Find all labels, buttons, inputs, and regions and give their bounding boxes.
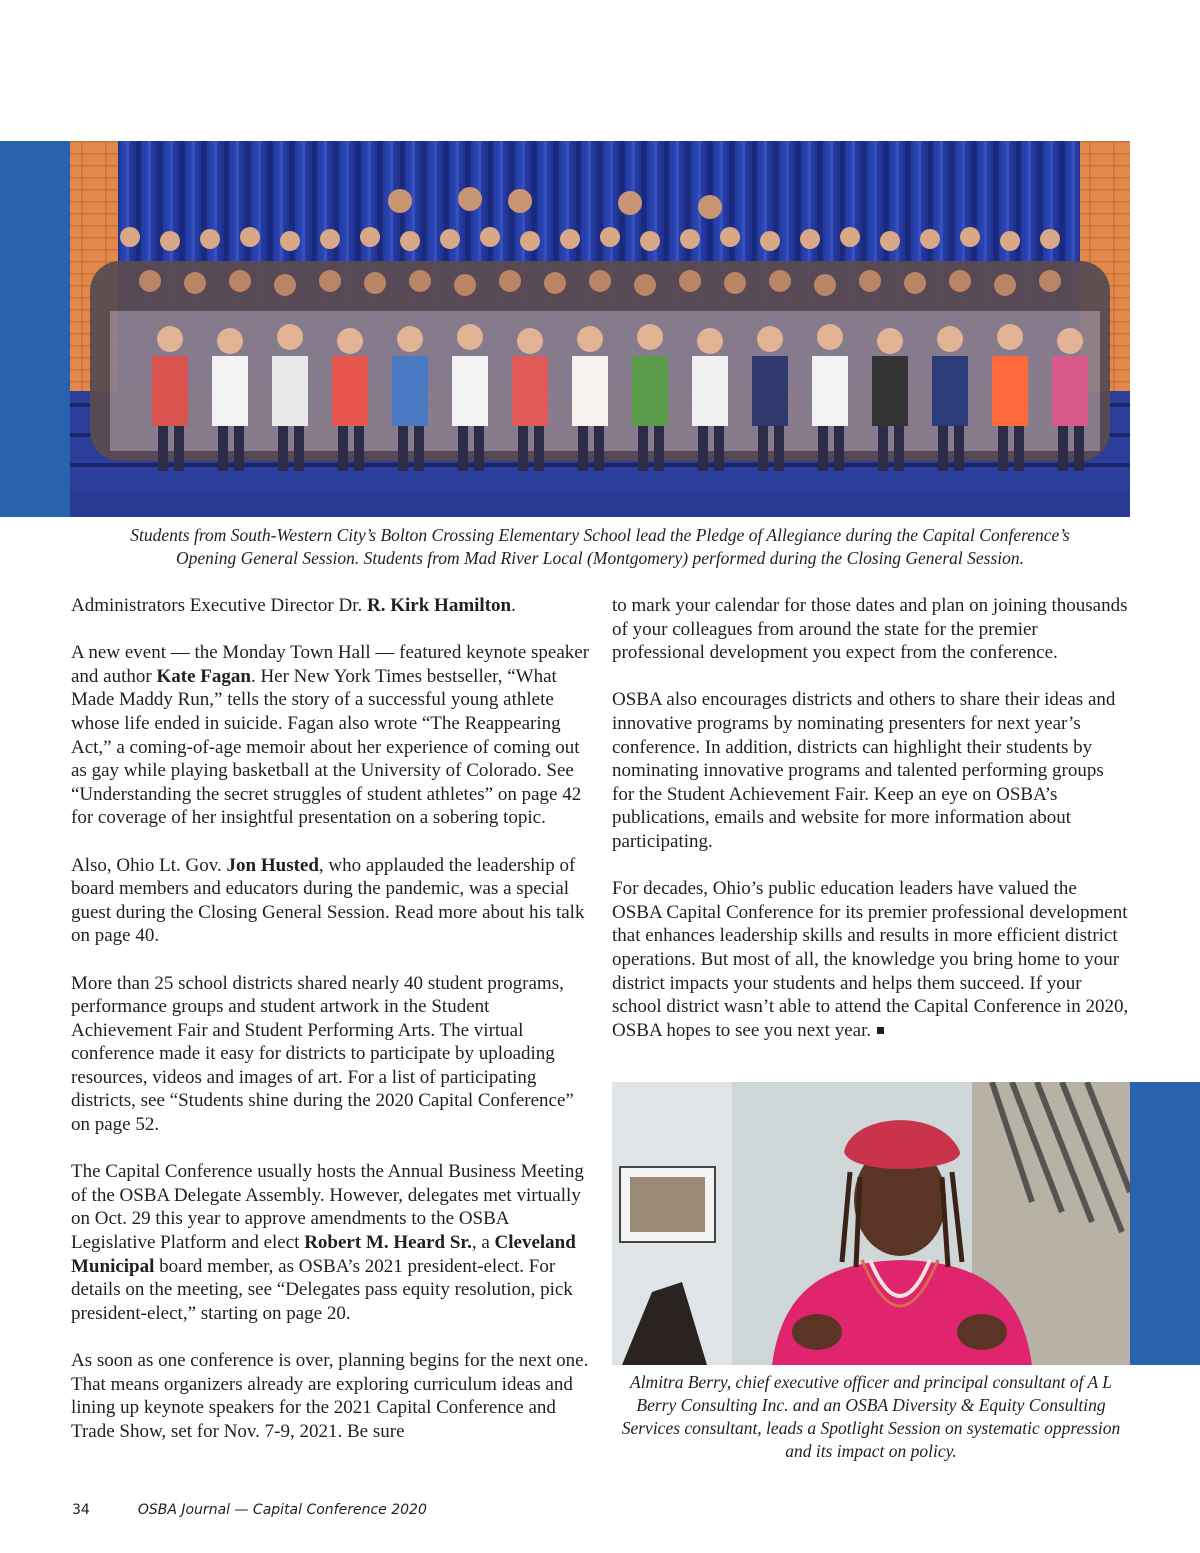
publication-title: OSBA Journal — Capital Conference 2020 [137, 1502, 427, 1518]
right-paragraph-1: to mark your calendar for those dates and plan on joining thousands of your colleagues from around the state for the premier professional development you expect from the conference. [612, 595, 1128, 664]
top-photo-caption [70, 524, 1130, 570]
students-pledge-photo [70, 141, 1130, 517]
left-paragraph-4: More than 25 school districts shared nearly 40 student programs, performance groups and student artwork in the Student Achievement Fair and Student Performing Arts. The virtual conference made it easy for districts to participate by uploading resources, videos and images of art. For a list of participating districts, see “Students shine during the 2020 Capital Conference” on page 52. [71, 972, 574, 1136]
bottom-photo-caption: Almitra Berry, chief executive officer and principal consultant of A L Berry Consulting Inc. and an OSBA Diversity & Equity Consulting Services consultant, leads a Spotlight Session on systematic oppression and its impact on policy. [621, 1372, 1121, 1461]
left-accent-bar [0, 141, 70, 517]
speaker-photo [612, 1082, 1130, 1365]
left-paragraph-3: Also, Ohio Lt. Gov. Jon Husted, who applauded the leadership of board members and educators during the pandemic, was a special guest during the Closing General Session. Read more about his talk on page 40. [71, 854, 585, 947]
name-kirk-hamilton: R. Kirk Hamilton [367, 595, 512, 616]
top-caption-line-1: Students from South-Western City’s Bolton Crossing Elementary School lead the Pledge of Allegiance during the Capital Conference’s [130, 525, 1070, 545]
left-column [71, 594, 591, 1467]
speaker-illustration [612, 1082, 1130, 1365]
name-cleveland-municipal: Cleveland Municipal [71, 1232, 576, 1277]
page-number: 34 [72, 1502, 90, 1518]
students-pledge-illustration [70, 141, 1130, 517]
right-paragraph-3: For decades, Ohio’s public education leaders have valued the OSBA Capital Conference for its premier professional development that enhances leadership skills and results in more efficient district operations. But most of all, the knowledge you bring home to your district impacts your students and helps them succeed. If your school district wasn’t able to attend the Capital Conference in 2020, OSBA hopes to see you next year. [612, 878, 1129, 1041]
top-caption-line-2: Opening General Session. Students from Mad River Local (Montgomery) performed during the Closing General Session. [176, 548, 1024, 568]
end-of-article-mark [877, 1027, 884, 1034]
page-footer [72, 1502, 427, 1518]
name-kate-fagan: Kate Fagan [156, 665, 251, 687]
left-paragraph-1: Administrators Executive Director Dr. R. Kirk Hamilton. [71, 595, 516, 616]
right-column [612, 594, 1130, 1066]
name-jon-husted: Jon Husted [226, 854, 319, 876]
right-accent-bar [1130, 1082, 1200, 1365]
left-paragraph-2: A new event — the Monday Town Hall — featured keynote speaker and author Kate Fagan. Her New York Times bestseller, “What Made Maddy Run,” tells the story of a successful young athlete whose life ended in suicide. Fagan also wrote “The Reappearing Act,” a coming-of-age memoir about her experience of coming out as gay while playing basketball at the University of Colorado. See “Understanding the secret struggles of student athletes” on page 42 for coverage of her insightful presentation on a sobering topic. [71, 642, 590, 829]
left-paragraph-6: As soon as one conference is over, planning begins for the next one. That means organizers already are exploring curriculum ideas and lining up keynote speakers for the 2021 Capital Conference and Trade Show, set for Nov. 7-9, 2021. Be sure [71, 1350, 589, 1442]
left-paragraph-5: The Capital Conference usually hosts the Annual Business Meeting of the OSBA Delegate Assembly. However, delegates met virtually on Oct. 29 this year to approve amendments to the OSBA Legislative Platform and elect Robert M. Heard Sr., a Cleveland Municipal board member, as OSBA’s 2021 president-elect. For details on the meeting, see “Delegates pass equity resolution, pick president-elect,” starting on page 20. [71, 1161, 584, 1324]
name-robert-heard: Robert M. Heard Sr. [304, 1232, 472, 1254]
right-paragraph-2: OSBA also encourages districts and others to share their ideas and innovative programs by nominating presenters for next year’s conference. In addition, districts can highlight their students by nominating innovative programs and talented performing groups for the Student Achievement Fair. Keep an eye on OSBA’s publications, emails and website for more information about participating. [612, 689, 1116, 852]
